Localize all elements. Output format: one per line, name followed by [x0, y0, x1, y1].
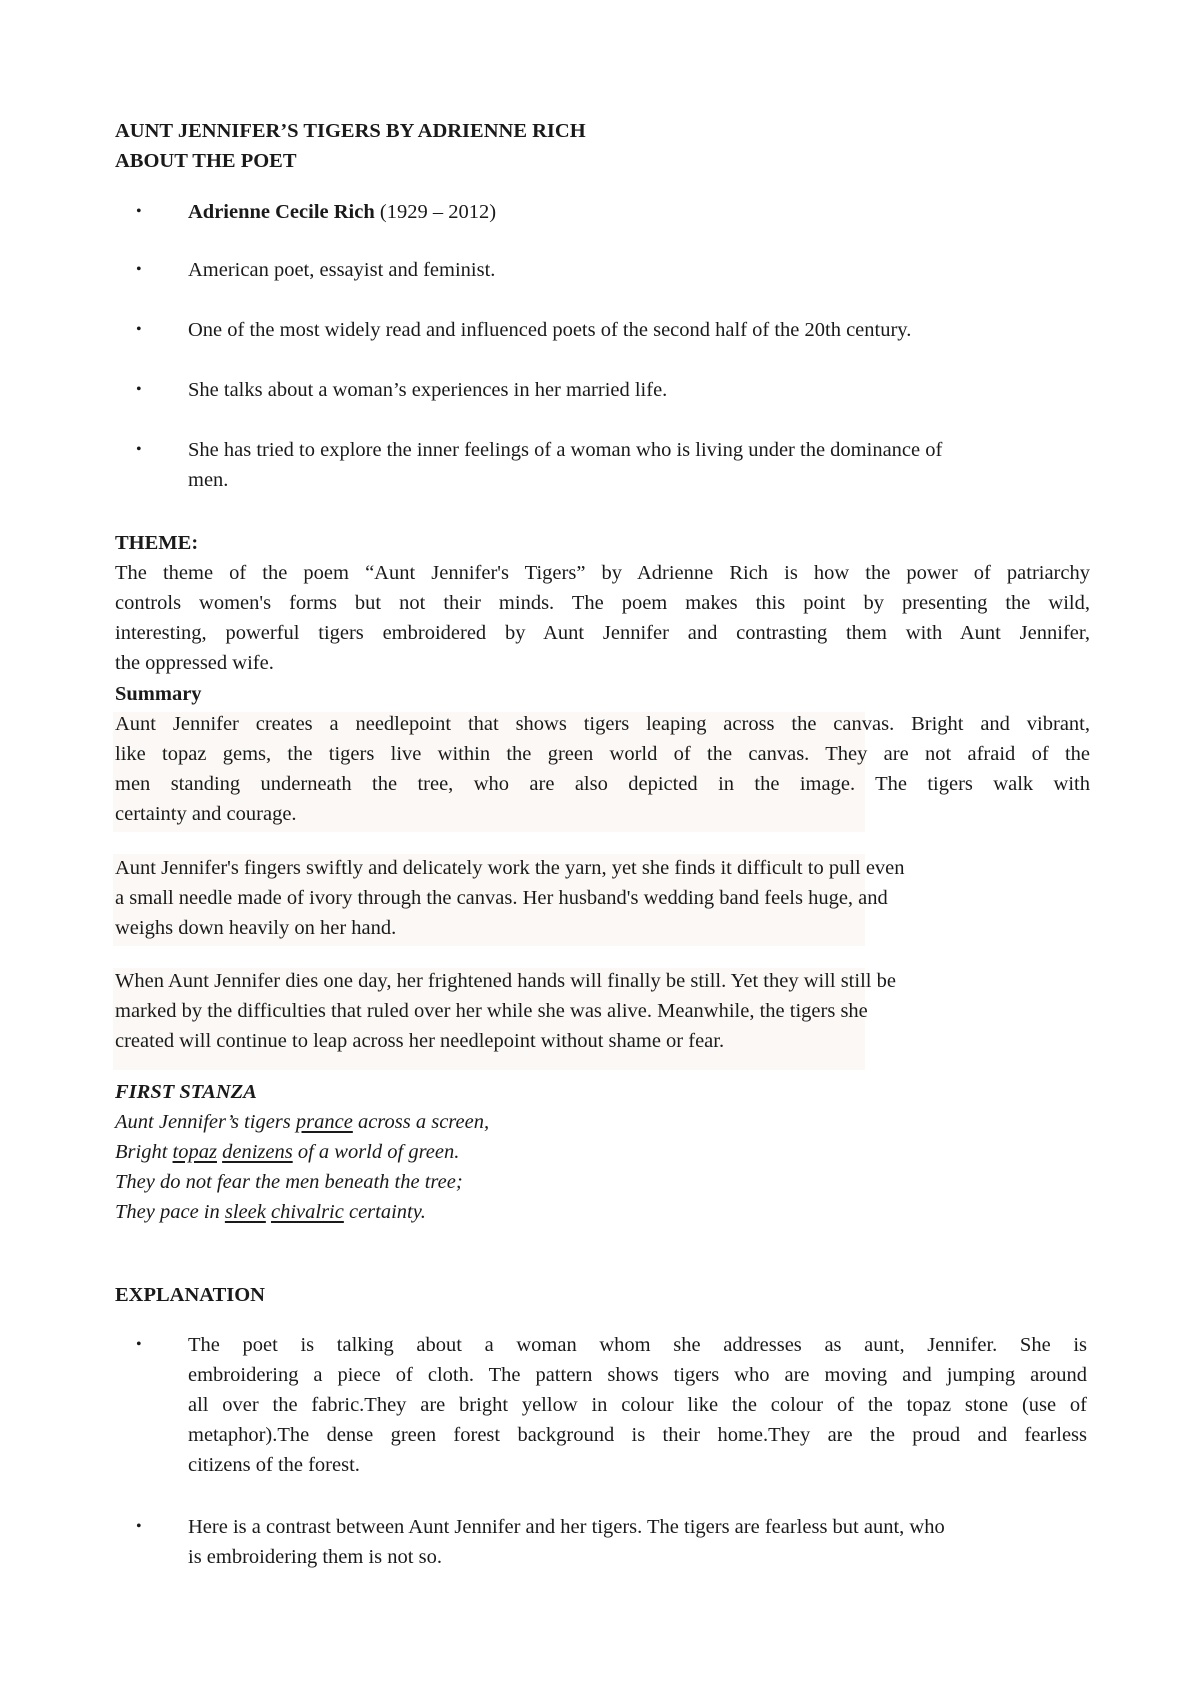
theme-line-text: controls women's forms but not their minds. The poem makes this point by presenting the wild,	[115, 592, 1090, 614]
summary-line: Aunt Jennifer's fingers swiftly and delicately work the yarn, yet she finds it difficult to pull even	[115, 857, 905, 879]
about-bullet-3: One of the most widely read and influenced poets of the second half of the 20th century.	[188, 319, 912, 341]
theme-line	[115, 593, 1090, 614]
stanza-heading: FIRST STANZA	[115, 1081, 257, 1103]
about-bullet-5-line-2: men.	[188, 469, 229, 491]
summary-line: certainty and courage.	[115, 803, 297, 825]
bullet-marker: •	[136, 203, 142, 220]
explanation-bullet-2-line: Here is a contrast between Aunt Jennifer and her tigers. The tigers are fearless but aunt, who	[188, 1516, 945, 1538]
explanation-line-text: metaphor).The dense green forest background is their home.They are the proud and fearless	[188, 1424, 1087, 1446]
explanation-line-text: all over the fabric.They are bright yellow in colour like the colour of the topaz stone (use of	[188, 1394, 1087, 1416]
stanza-underlined-word: prance	[295, 1111, 353, 1133]
stanza-line-2	[115, 1142, 459, 1163]
summary-line: created will continue to leap across her needlepoint without shame or fear.	[115, 1030, 725, 1052]
about-bullet-2: American poet, essayist and feminist.	[188, 259, 496, 281]
explanation-heading: EXPLANATION	[115, 1284, 265, 1306]
stanza-underlined-word: sleek	[224, 1201, 266, 1223]
explanation-bullet-1-line	[188, 1425, 1087, 1446]
stanza-text: Aunt Jennifer’s tigers	[115, 1111, 296, 1133]
theme-line	[115, 623, 1090, 644]
stanza-line-3: They do not fear the men beneath the tree;	[115, 1171, 463, 1193]
poet-dates: (1929 – 2012)	[374, 201, 497, 223]
stanza-underlined-word: denizens	[222, 1141, 293, 1163]
about-bullet-4: She talks about a woman’s experiences in her married life.	[188, 379, 668, 401]
explanation-line-text: The poet is talking about a woman whom she addresses as aunt, Jennifer. She is	[188, 1334, 1087, 1356]
theme-line-text: The theme of the poem “Aunt Jennifer's Tigers” by Adrienne Rich is how the power of patriarchy	[115, 562, 1090, 584]
bullet-marker: •	[136, 261, 142, 278]
about-bullet-5-line-1: She has tried to explore the inner feelings of a woman who is living under the dominance of	[188, 439, 943, 461]
summary-line-text: men standing underneath the tree, who are also depicted in the image. The tigers walk with	[115, 773, 1090, 795]
stanza-line-4	[115, 1202, 426, 1223]
summary-line-text: like topaz gems, the tigers live within the green world of the canvas. They are not afraid of the	[115, 743, 1090, 765]
summary-line: a small needle made of ivory through the canvas. Her husband's wedding band feels huge, and	[115, 887, 888, 909]
stanza-text: across a screen,	[352, 1111, 490, 1133]
bullet-marker: •	[136, 1518, 142, 1535]
summary-line: When Aunt Jennifer dies one day, her frightened hands will finally be still. Yet they will still be	[115, 970, 896, 992]
summary-line	[115, 774, 1090, 795]
explanation-bullet-1-line: citizens of the forest.	[188, 1454, 360, 1476]
stanza-text: certainty.	[343, 1201, 426, 1223]
poet-name: Adrienne Cecile Rich	[188, 201, 375, 223]
bullet-marker: •	[136, 441, 142, 458]
stanza-underlined-word: topaz	[172, 1141, 217, 1163]
bullet-marker: •	[136, 321, 142, 338]
summary-line: marked by the difficulties that ruled over her while she was alive. Meanwhile, the tigers she	[115, 1000, 868, 1022]
stanza-underlined-word: chivalric	[270, 1201, 344, 1223]
summary-line	[115, 744, 1090, 765]
explanation-bullet-1-line	[188, 1395, 1087, 1416]
about-bullet-1	[188, 202, 496, 223]
explanation-bullet-1-line	[188, 1335, 1087, 1356]
bullet-marker: •	[136, 1336, 142, 1353]
stanza-text: of a world of green.	[292, 1141, 460, 1163]
summary-line-text: Aunt Jennifer creates a needlepoint that shows tigers leaping across the canvas. Bright and vibrant,	[115, 713, 1090, 735]
document-title: AUNT JENNIFER’S TIGERS BY ADRIENNE RICH	[115, 120, 586, 142]
stanza-text: Bright	[115, 1141, 173, 1163]
explanation-bullet-2-line: is embroidering them is not so.	[188, 1546, 442, 1568]
stanza-line-1	[115, 1112, 489, 1133]
explanation-bullet-1-line	[188, 1365, 1087, 1386]
theme-heading: THEME:	[115, 532, 199, 554]
stanza-text: They pace in	[115, 1201, 225, 1223]
theme-line: the oppressed wife.	[115, 652, 274, 674]
bullet-marker: •	[136, 381, 142, 398]
explanation-line-text: embroidering a piece of cloth. The pattern shows tigers who are moving and jumping around	[188, 1364, 1087, 1386]
summary-line	[115, 714, 1090, 735]
summary-line: weighs down heavily on her hand.	[115, 917, 397, 939]
theme-line	[115, 563, 1090, 584]
about-heading: ABOUT THE POET	[115, 150, 297, 172]
summary-heading: Summary	[115, 683, 202, 705]
theme-line-text: interesting, powerful tigers embroidered by Aunt Jennifer and contrasting them with Aunt Jennifer,	[115, 622, 1090, 644]
